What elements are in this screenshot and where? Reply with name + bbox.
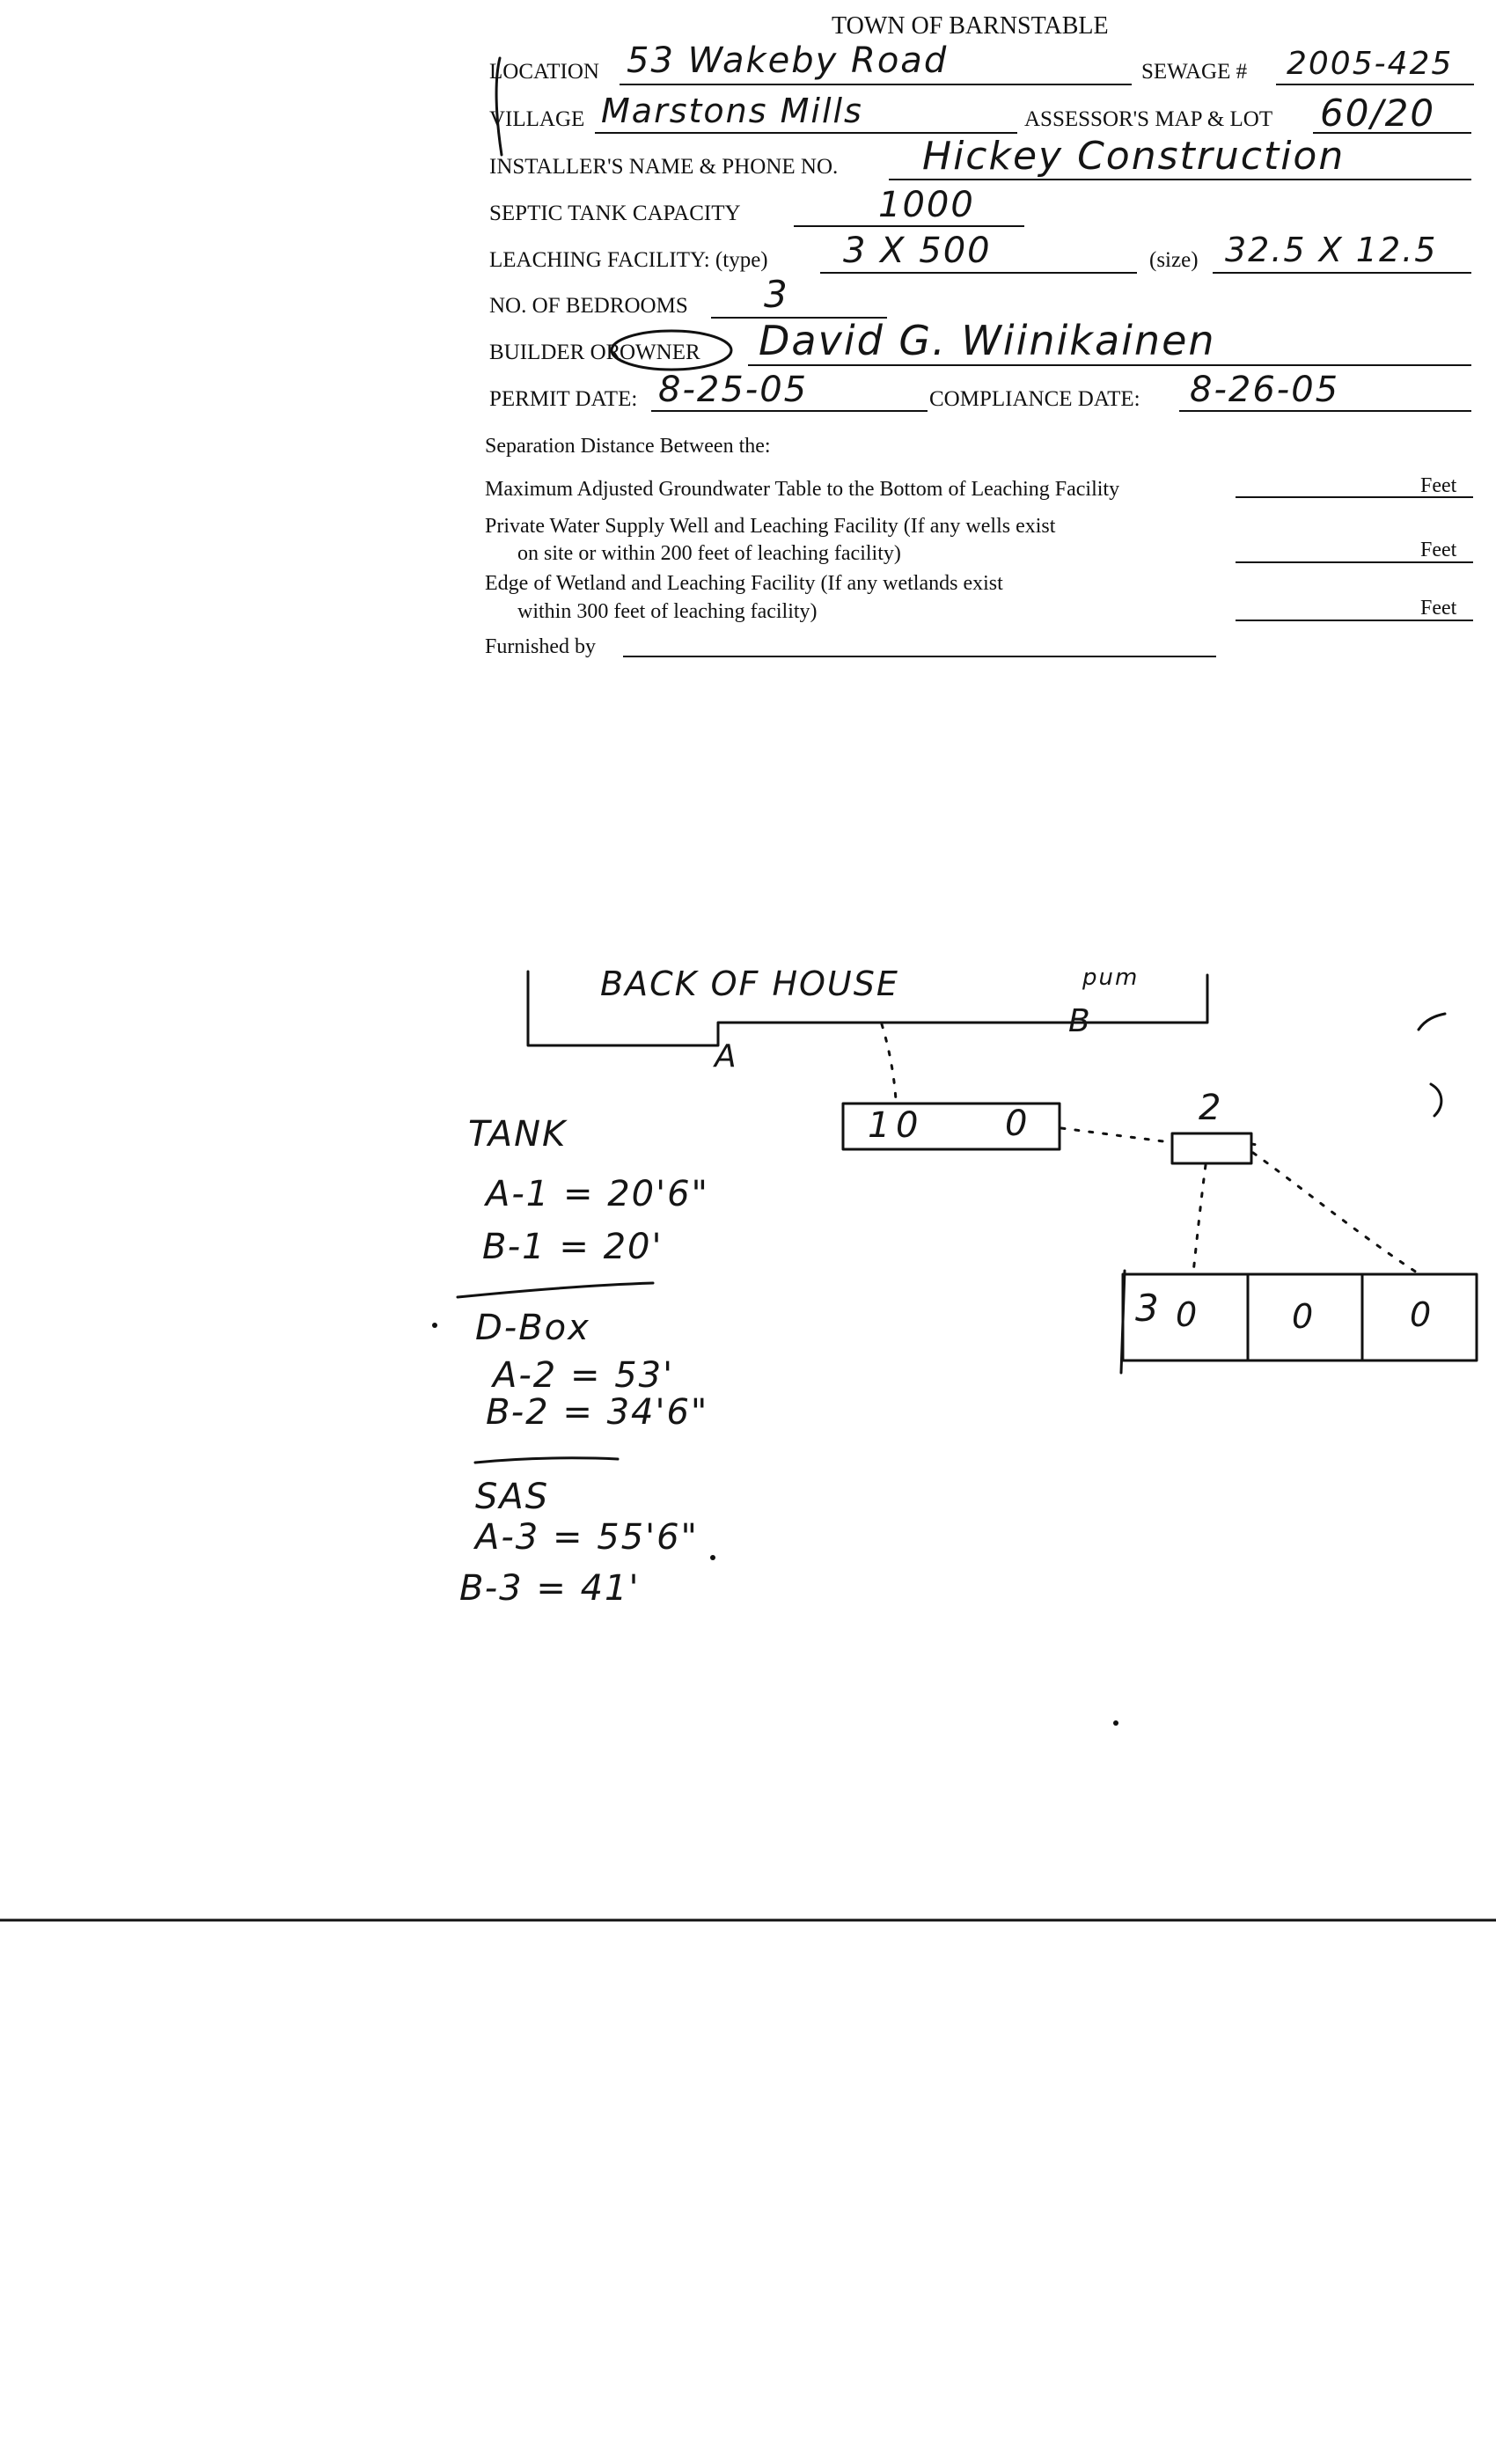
dbox-b-measure: B-2 = 34'6" xyxy=(486,1392,709,1433)
sas-circle-1: 0 xyxy=(1176,1295,1199,1334)
tank-label-1: 1 xyxy=(868,1105,892,1146)
connector-tank-dbox xyxy=(1061,1128,1170,1142)
house-label: BACK OF HOUSE xyxy=(600,964,899,1003)
dbox-heading: D-Box xyxy=(475,1308,590,1348)
separation-heading: Separation Distance Between the: xyxy=(485,435,771,458)
leaching-type-label: LEACHING FACILITY: (type) xyxy=(489,248,768,272)
sas-circle-3: 0 xyxy=(1410,1295,1434,1334)
tank-capacity-value: 1000 xyxy=(878,185,975,225)
leaching-type-value: 3 X 500 xyxy=(843,231,992,271)
tank-capacity-label: SEPTIC TANK CAPACITY xyxy=(489,202,741,225)
well-label-line2: on site or within 200 feet of leaching facility) xyxy=(517,542,901,565)
location-value: 53 Wakeby Road xyxy=(627,40,949,81)
sas-a-measure: A-3 = 55'6" xyxy=(475,1517,699,1558)
compliance-date-value: 8-26-05 xyxy=(1190,370,1340,410)
groundwater-unit: Feet xyxy=(1420,474,1457,497)
sas-b-measure: B-3 = 41' xyxy=(459,1568,641,1609)
village-value: Marstons Mills xyxy=(601,92,863,130)
point-b-label: B xyxy=(1068,1003,1092,1039)
compliance-date-label: COMPLIANCE DATE: xyxy=(929,387,1140,411)
well-unit: Feet xyxy=(1420,539,1457,561)
sas-circle-2: 0 xyxy=(1292,1297,1316,1336)
installer-label: INSTALLER'S NAME & PHONE NO. xyxy=(489,155,839,179)
bedrooms-label: NO. OF BEDROOMS xyxy=(489,294,688,318)
tank-label-right: 0 xyxy=(1005,1104,1030,1144)
furnished-by-label: Furnished by xyxy=(485,635,596,658)
dbox-label: 2 xyxy=(1199,1088,1223,1128)
sas-label-3: 3 xyxy=(1135,1287,1161,1330)
dbox-a-measure: A-2 = 53' xyxy=(493,1355,675,1396)
builder-label: BUILDER OR xyxy=(489,341,621,364)
permit-date-label: PERMIT DATE: xyxy=(489,387,638,411)
installer-value: Hickey Construction xyxy=(922,134,1346,179)
map-lot-value: 60/20 xyxy=(1320,92,1436,135)
connector-dbox-sas-right xyxy=(1253,1153,1417,1272)
sewage-label: SEWAGE # xyxy=(1141,60,1248,84)
leaching-size-value: 32.5 X 12.5 xyxy=(1225,231,1438,269)
groundwater-label: Maximum Adjusted Groundwater Table to the Bottom of Leaching Facility xyxy=(485,478,1120,501)
owner-label-circled: OWNER xyxy=(620,341,700,364)
wetland-label-line2: within 300 feet of leaching facility) xyxy=(517,600,818,623)
connector-dbox-sas-left xyxy=(1193,1165,1206,1272)
sewage-value: 2005-425 xyxy=(1287,46,1454,82)
tank-label-0: 0 xyxy=(896,1105,920,1146)
notes-divider-1 xyxy=(458,1283,653,1297)
bedrooms-value: 3 xyxy=(764,273,789,316)
permit-date-value: 8-25-05 xyxy=(658,370,809,410)
village-label: VILLAGE xyxy=(489,107,585,131)
well-label-line1: Private Water Supply Well and Leaching Facility (If any wells exist xyxy=(485,515,1056,538)
tank-a-measure: A-1 = 20'6" xyxy=(486,1174,709,1214)
map-lot-label: ASSESSOR'S MAP & LOT xyxy=(1024,107,1273,131)
wetland-unit: Feet xyxy=(1420,597,1457,620)
connector-house-tank xyxy=(882,1024,896,1100)
point-a-label: A xyxy=(715,1038,738,1074)
owner-circle xyxy=(612,331,731,370)
wetland-label-line1: Edge of Wetland and Leaching Facility (If any wetlands exist xyxy=(485,572,1003,595)
location-mark xyxy=(496,58,502,155)
builder-value: David G. Wiinikainen xyxy=(759,317,1216,364)
sas-heading: SAS xyxy=(475,1477,550,1517)
notes-divider-2 xyxy=(475,1458,618,1463)
distribution-box xyxy=(1172,1133,1251,1163)
connector-dbox-edge xyxy=(1251,1144,1264,1146)
location-label: LOCATION xyxy=(489,60,599,84)
form-title: TOWN OF BARNSTABLE xyxy=(832,12,1109,40)
tank-b-measure: B-1 = 20' xyxy=(482,1227,664,1267)
house-scribble: pum xyxy=(1082,964,1140,991)
tank-heading: TANK xyxy=(468,1114,568,1155)
leaching-size-label: (size) xyxy=(1149,248,1199,272)
